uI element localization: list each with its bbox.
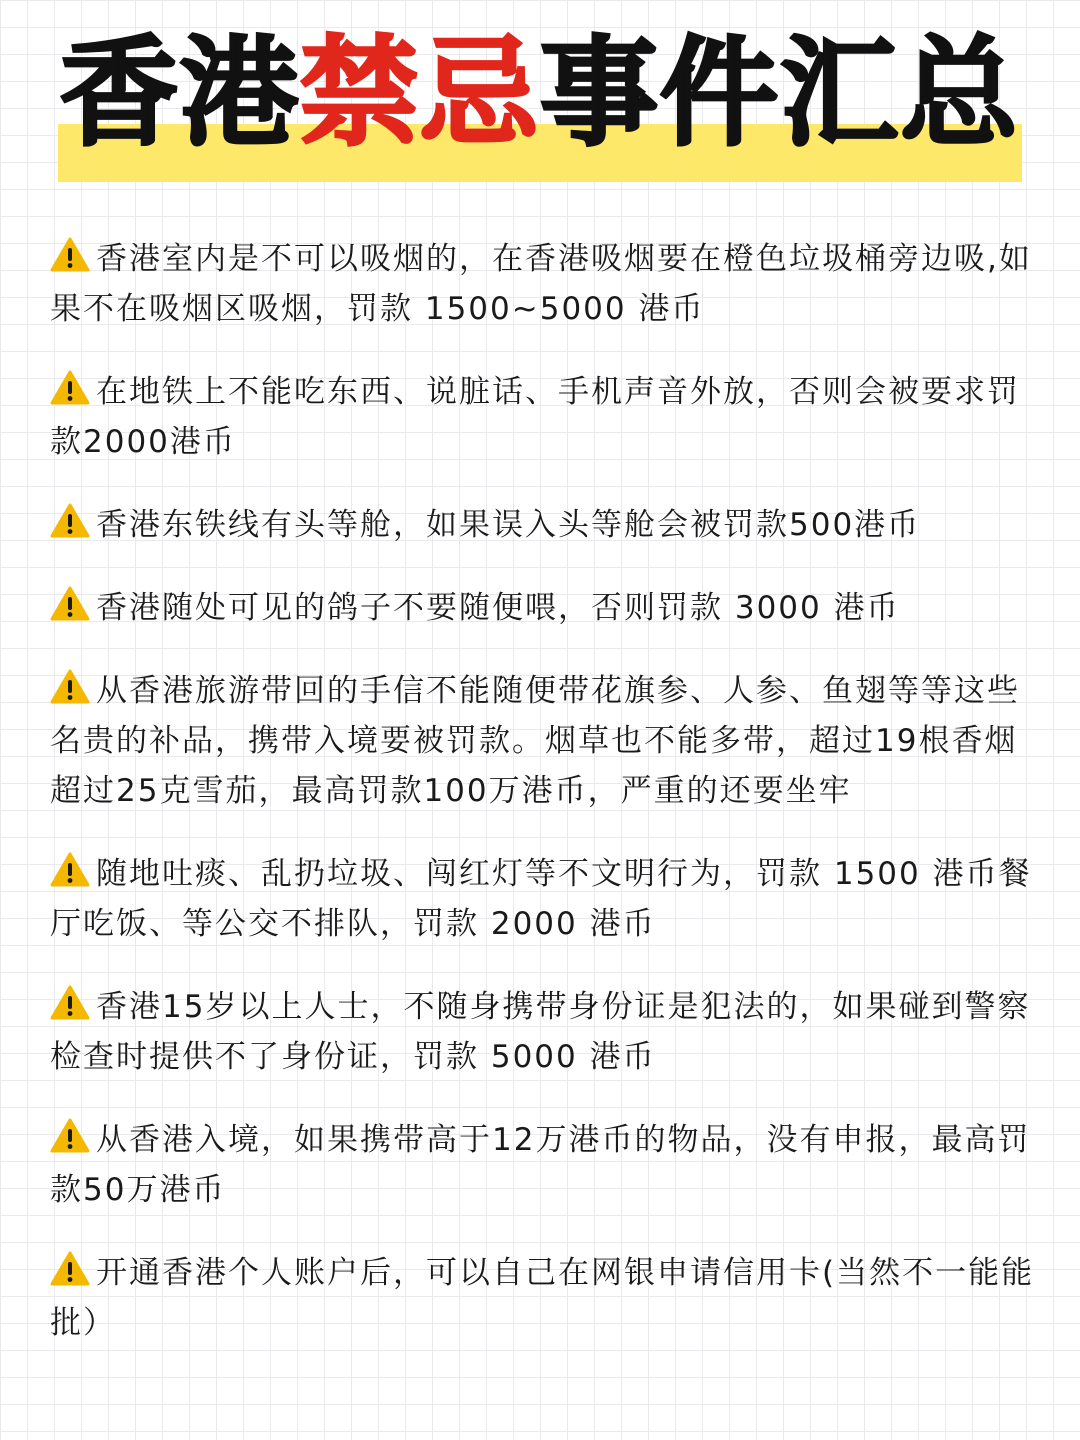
warning-sign-icon — [50, 985, 90, 1021]
list-item — [50, 982, 1035, 1082]
list-item-text: 随地吐痰、乱扔垃圾、闯红灯等不文明行为，罚款 1500 港币餐厅吃饭、等公交不排队，罚款 2000 港币 — [50, 856, 1032, 942]
title-block — [58, 18, 1022, 168]
warning-sign-icon — [50, 852, 90, 888]
warning-sign-icon — [50, 586, 90, 622]
list-item — [50, 367, 1035, 467]
list-item-text: 开通香港个人账户后，可以自己在网银申请信用卡(当然不一能能批） — [50, 1255, 1035, 1341]
list-item-text: 从香港入境，如果携带高于12万港币的物品，没有申报，最高罚款50万港币 — [50, 1122, 1031, 1208]
warning-sign-icon — [50, 1118, 90, 1154]
list-item — [50, 1115, 1035, 1215]
list-item — [50, 583, 1035, 633]
list-item — [50, 234, 1035, 334]
rules-list — [50, 234, 1035, 1381]
page-title — [58, 18, 1022, 168]
list-item-text: 香港东铁线有头等舱，如果误入头等舱会被罚款500港币 — [96, 507, 921, 543]
list-item-text: 香港15岁以上人士，不随身携带身份证是犯法的，如果碰到警察检查时提供不了身份证，罚款 5000 港币 — [50, 989, 1031, 1075]
list-item — [50, 849, 1035, 949]
list-item — [50, 1248, 1035, 1348]
title-part-1: 香港 — [59, 24, 300, 162]
title-part-2-red: 禁忌 — [299, 24, 540, 162]
warning-sign-icon — [50, 1251, 90, 1287]
warning-sign-icon — [50, 503, 90, 539]
list-item-text: 从香港旅游带回的手信不能随便带花旗参、人参、鱼翅等等这些名贵的补品，携带入境要被罚款。烟草也不能多带，超过19根香烟超过25克雪茄，最高罚款100万港币，严重的还要坐牢 — [50, 673, 1020, 809]
warning-sign-icon — [50, 237, 90, 273]
title-part-3: 事件汇总 — [540, 24, 1021, 162]
list-item-text: 香港随处可见的鸽子不要随便喂，否则罚款 3000 港币 — [96, 590, 900, 626]
list-item-text: 在地铁上不能吃东西、说脏话、手机声音外放，否则会被要求罚款2000港币 — [50, 374, 1020, 460]
warning-sign-icon — [50, 669, 90, 705]
warning-sign-icon — [50, 370, 90, 406]
list-item — [50, 500, 1035, 550]
list-item-text: 香港室内是不可以吸烟的，在香港吸烟要在橙色垃圾桶旁边吸,如果不在吸烟区吸烟，罚款 1500~5000 港币 — [50, 241, 1032, 327]
list-item — [50, 666, 1035, 816]
